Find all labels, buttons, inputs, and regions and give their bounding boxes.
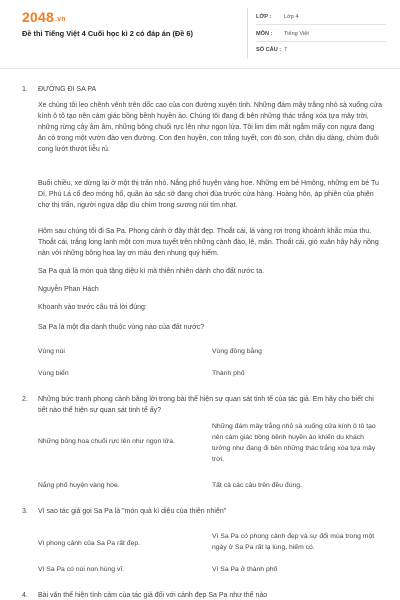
question-number: 4. bbox=[22, 592, 28, 599]
meta-value: 7 bbox=[284, 47, 288, 53]
answer-option[interactable]: Tất cả các câu trên đều đúng. bbox=[212, 482, 302, 489]
question-number: 1. bbox=[22, 86, 28, 93]
passage-author: Nguyễn Phan Hách bbox=[38, 286, 99, 293]
site-logo[interactable] bbox=[22, 9, 66, 25]
question-text: Bài văn thể hiện tình cảm của tác giả đối với cảnh đẹp Sa Pa như thế nào bbox=[38, 592, 268, 599]
passage-title: ĐƯỜNG ĐI SA PA bbox=[38, 86, 97, 93]
answer-option[interactable]: Nắng phố huyện vàng hoe. bbox=[38, 482, 120, 489]
passage-paragraph: Hôm sau chúng tôi đi Sa Pa. Phong cảnh ở đây thật đẹp. Thoắt cái, lá vàng rơi trong khoảnh khắc mùa thu. Thoắt cái, trắng long lanh một cơn mưa tuyết trên những cành đào, lê, mận. Thoắt cái, gió xuân hây hẩy nồng nàn với những bông hoa lay ơn màu đen nhung quý hiếm. bbox=[38, 228, 379, 257]
meta-key: MÔN : bbox=[256, 31, 273, 37]
meta-value: Lớp 4 bbox=[284, 14, 299, 20]
header-divider bbox=[247, 8, 248, 58]
meta-key: LỚP : bbox=[256, 14, 272, 20]
meta-key: SỐ CÂU : bbox=[256, 47, 282, 53]
question-number: 3. bbox=[22, 508, 28, 515]
logo-main: 2048 bbox=[22, 9, 54, 25]
header-separator bbox=[0, 68, 400, 69]
meta-value: Tiếng Việt bbox=[284, 31, 309, 37]
answer-option[interactable]: Vì phong cảnh của Sa Pa rất đẹp. bbox=[38, 540, 141, 547]
passage-paragraph: Sa Pa quả là món quà tặng diệu kì mà thiên nhiên dành cho đất nước ta. bbox=[38, 268, 265, 275]
passage-paragraph: Xe chúng tôi leo chênh vênh trên dốc cao của con đường xuyên tỉnh. Những đám mây trắng nhỏ sà xuống cửa kính ô tô tạo nên cảm giác bồng bềnh huyền ảo. Chúng tôi đang đi bên những thác trắng xóa tựa mây trời, những rừng cây âm âm, những bông chuối rực lên như ngọn lửa. Tôi lim dim mắt ngắm mấy con ngựa đang ăn cỏ trong một vườn đào ven đường. Con đen huyền, con trắng tuyết, con đỏ son, chân dịu dàng, chùm đuôi cong lướt thướt liễu rủ. bbox=[38, 102, 382, 153]
passage-paragraph: Buổi chiều, xe dừng lại ở một thị trấn nhỏ. Nắng phố huyện vàng hoe. Những em bé Hmông, những em bé Tu Dí, Phù Lá cổ đeo móng hổ, quần áo sặc sỡ đang chơi đùa trước cửa hàng. Hoàng hôn, áp phiên của phiên chợ thị trấn, người ngựa dập dìu chìm trong sương núi tím nhạt. bbox=[38, 180, 379, 209]
answer-option[interactable]: Những đám mây trắng nhỏ sà xuống cửa kính ô tô tạo nên cảm giác bồng bềnh huyền ảo khiến du khách tưởng như đang đi bên những thác trắng xóa tựa mây trời. bbox=[212, 423, 376, 463]
document-title: Đề thi Tiếng Việt 4 Cuối học kì 2 có đáp án (Đề 6) bbox=[22, 29, 193, 38]
answer-option[interactable]: Vùng biển bbox=[38, 370, 69, 377]
meta-row-class bbox=[256, 10, 386, 25]
logo-suffix: .vn bbox=[54, 16, 66, 23]
instruction: Khoanh vào trước câu trả lời đúng: bbox=[38, 304, 147, 311]
header bbox=[0, 0, 400, 62]
question-text: Vì sao tác giả gọi Sa Pa là "món quà kì diệu của thiên nhiên" bbox=[38, 508, 227, 515]
question-number: 2. bbox=[22, 396, 28, 403]
meta-row-subject bbox=[256, 27, 386, 42]
meta-row-count bbox=[256, 43, 386, 58]
answer-option[interactable]: Vì Sa Pa ở thành phố bbox=[212, 566, 278, 573]
question-text: Sa Pa là một địa danh thuộc vùng nào của đất nước? bbox=[38, 324, 205, 331]
answer-option[interactable]: Vì Sa Pa có phong cảnh đẹp và sự đổi mùa trong một ngày ở Sa Pa rất lạ lùng, hiếm có. bbox=[212, 533, 375, 551]
answer-option[interactable]: Vì Sa Pa có núi non hùng vĩ. bbox=[38, 566, 125, 573]
answer-option[interactable]: Thành phố bbox=[212, 370, 245, 377]
answer-option[interactable]: Vùng đồng bằng bbox=[212, 348, 262, 355]
answer-option[interactable]: Vùng núi bbox=[38, 348, 65, 355]
answer-option[interactable]: Những bông hoa chuối rực lên như ngọn lửa. bbox=[38, 438, 175, 445]
question-text: Những bức tranh phong cảnh bằng lời trong bài thể hiện sự quan sát tinh tế của tác giả. Em hãy cho biết chi tiết nào thể hiện sự quan sát tinh tế ấy? bbox=[38, 396, 374, 414]
